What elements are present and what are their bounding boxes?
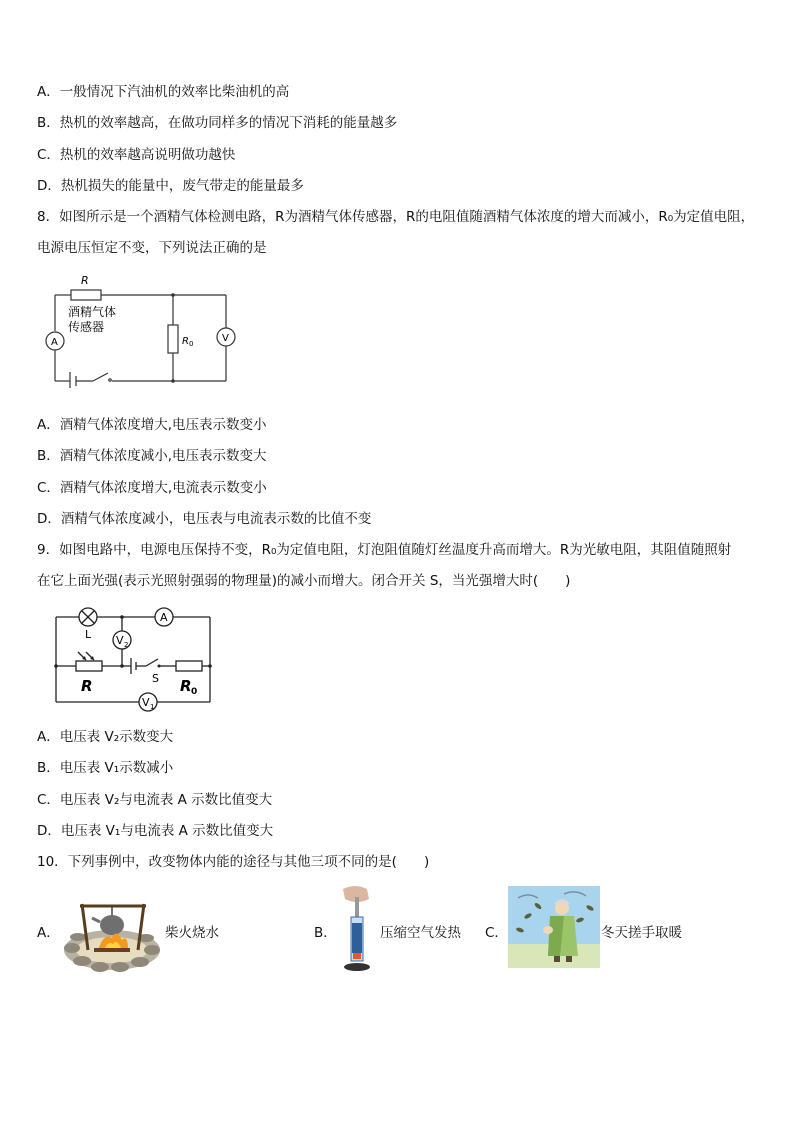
q7-option-c: C．热机的效率越高说明做功越快 (37, 147, 236, 163)
label-r: R (81, 274, 89, 287)
sensor-label-line1: 酒精气体 (68, 305, 117, 319)
q10-option-a-letter: A． (37, 925, 60, 941)
fixed-resistor-r0 (176, 661, 202, 671)
q7-option-b: B．热机的效率越高，在做功同样多的情况下消耗的能量越多 (37, 115, 398, 131)
label-r0-sub: 0 (189, 340, 194, 348)
sensor-label-line2: 传感器 (68, 320, 105, 334)
fixed-resistor-r0 (168, 325, 178, 353)
v2-label: V (116, 634, 124, 647)
q10-option-c-letter: C． (485, 925, 508, 941)
q10-option-b-text: 压缩空气发热 (380, 925, 461, 941)
switch-label: S (152, 672, 159, 685)
q10-stem: 10．下列事例中，改变物体内能的途径与其他三项不同的是( ) (37, 854, 430, 870)
r0-label-sub: 0 (191, 687, 198, 697)
q8-option-c: C．酒精气体浓度增大,电流表示数变小 (37, 480, 267, 496)
q9-stem-line1: 9．如图电路中，电源电压保持不变，R₀为定值电阻，灯泡阻值随灯丝温度升高而增大。R为光敏电阻，其阻值随照射 (37, 542, 732, 558)
voltmeter-label: V (222, 333, 229, 344)
q8-option-b: B．酒精气体浓度减小,电压表示数变大 (37, 448, 267, 464)
q9-stem-line2: 在它上面光强(表示光照射强弱的物理量)的减小而增大。闭合开关 S，当光强增大时( ) (37, 573, 571, 589)
q10-option-c-text: 冬天搓手取暖 (601, 925, 682, 941)
q8-circuit-diagram (40, 268, 250, 388)
q9-option-b: B．电压表 V₁示数减小 (37, 760, 174, 776)
v2-label-sub: 2 (124, 641, 129, 649)
q8-stem-line2: 电源电压恒定不变，下列说法正确的是 (37, 240, 267, 256)
q8-option-d: D．酒精气体浓度减小，电压表与电流表示数的比值不变 (37, 511, 372, 527)
r0-label: R (180, 677, 192, 695)
v1-label: V (142, 696, 150, 709)
photoresistor-r (76, 661, 102, 671)
label-r0: R (182, 336, 189, 347)
q8-stem-line1: 8．如图所示是一个酒精气体检测电路，R为酒精气体传感器，R的电阻值随酒精气体浓度的增大而减小，R₀为定值电阻， (37, 209, 755, 225)
rubbing-hands-winter-icon (508, 886, 600, 968)
q10-option-b-letter: B． (314, 925, 337, 941)
q9-option-c: C．电压表 V₂与电流表 A 示数比值变大 (37, 792, 273, 808)
lamp-label: L (85, 628, 92, 641)
campfire-kettle-icon (60, 888, 164, 974)
ammeter-label: A (160, 611, 168, 624)
v1-label-sub: 1 (150, 703, 155, 711)
ammeter-label: A (51, 337, 58, 348)
q9-circuit-diagram (48, 600, 218, 720)
q9-option-a: A．电压表 V₂示数变大 (37, 729, 174, 745)
q9-option-d: D．电压表 V₁与电流表 A 示数比值变大 (37, 823, 274, 839)
sensor-resistor-r (71, 290, 101, 300)
q10-option-a-text: 柴火烧水 (165, 925, 219, 941)
q7-option-d: D．热机损失的能量中，废气带走的能量最多 (37, 178, 304, 194)
photoresistor-label: R (81, 677, 93, 695)
q8-option-a: A．酒精气体浓度增大,电压表示数变小 (37, 417, 267, 433)
air-compression-syringe-icon (337, 883, 379, 973)
q7-option-a: A．一般情况下汽油机的效率比柴油机的高 (37, 84, 290, 100)
